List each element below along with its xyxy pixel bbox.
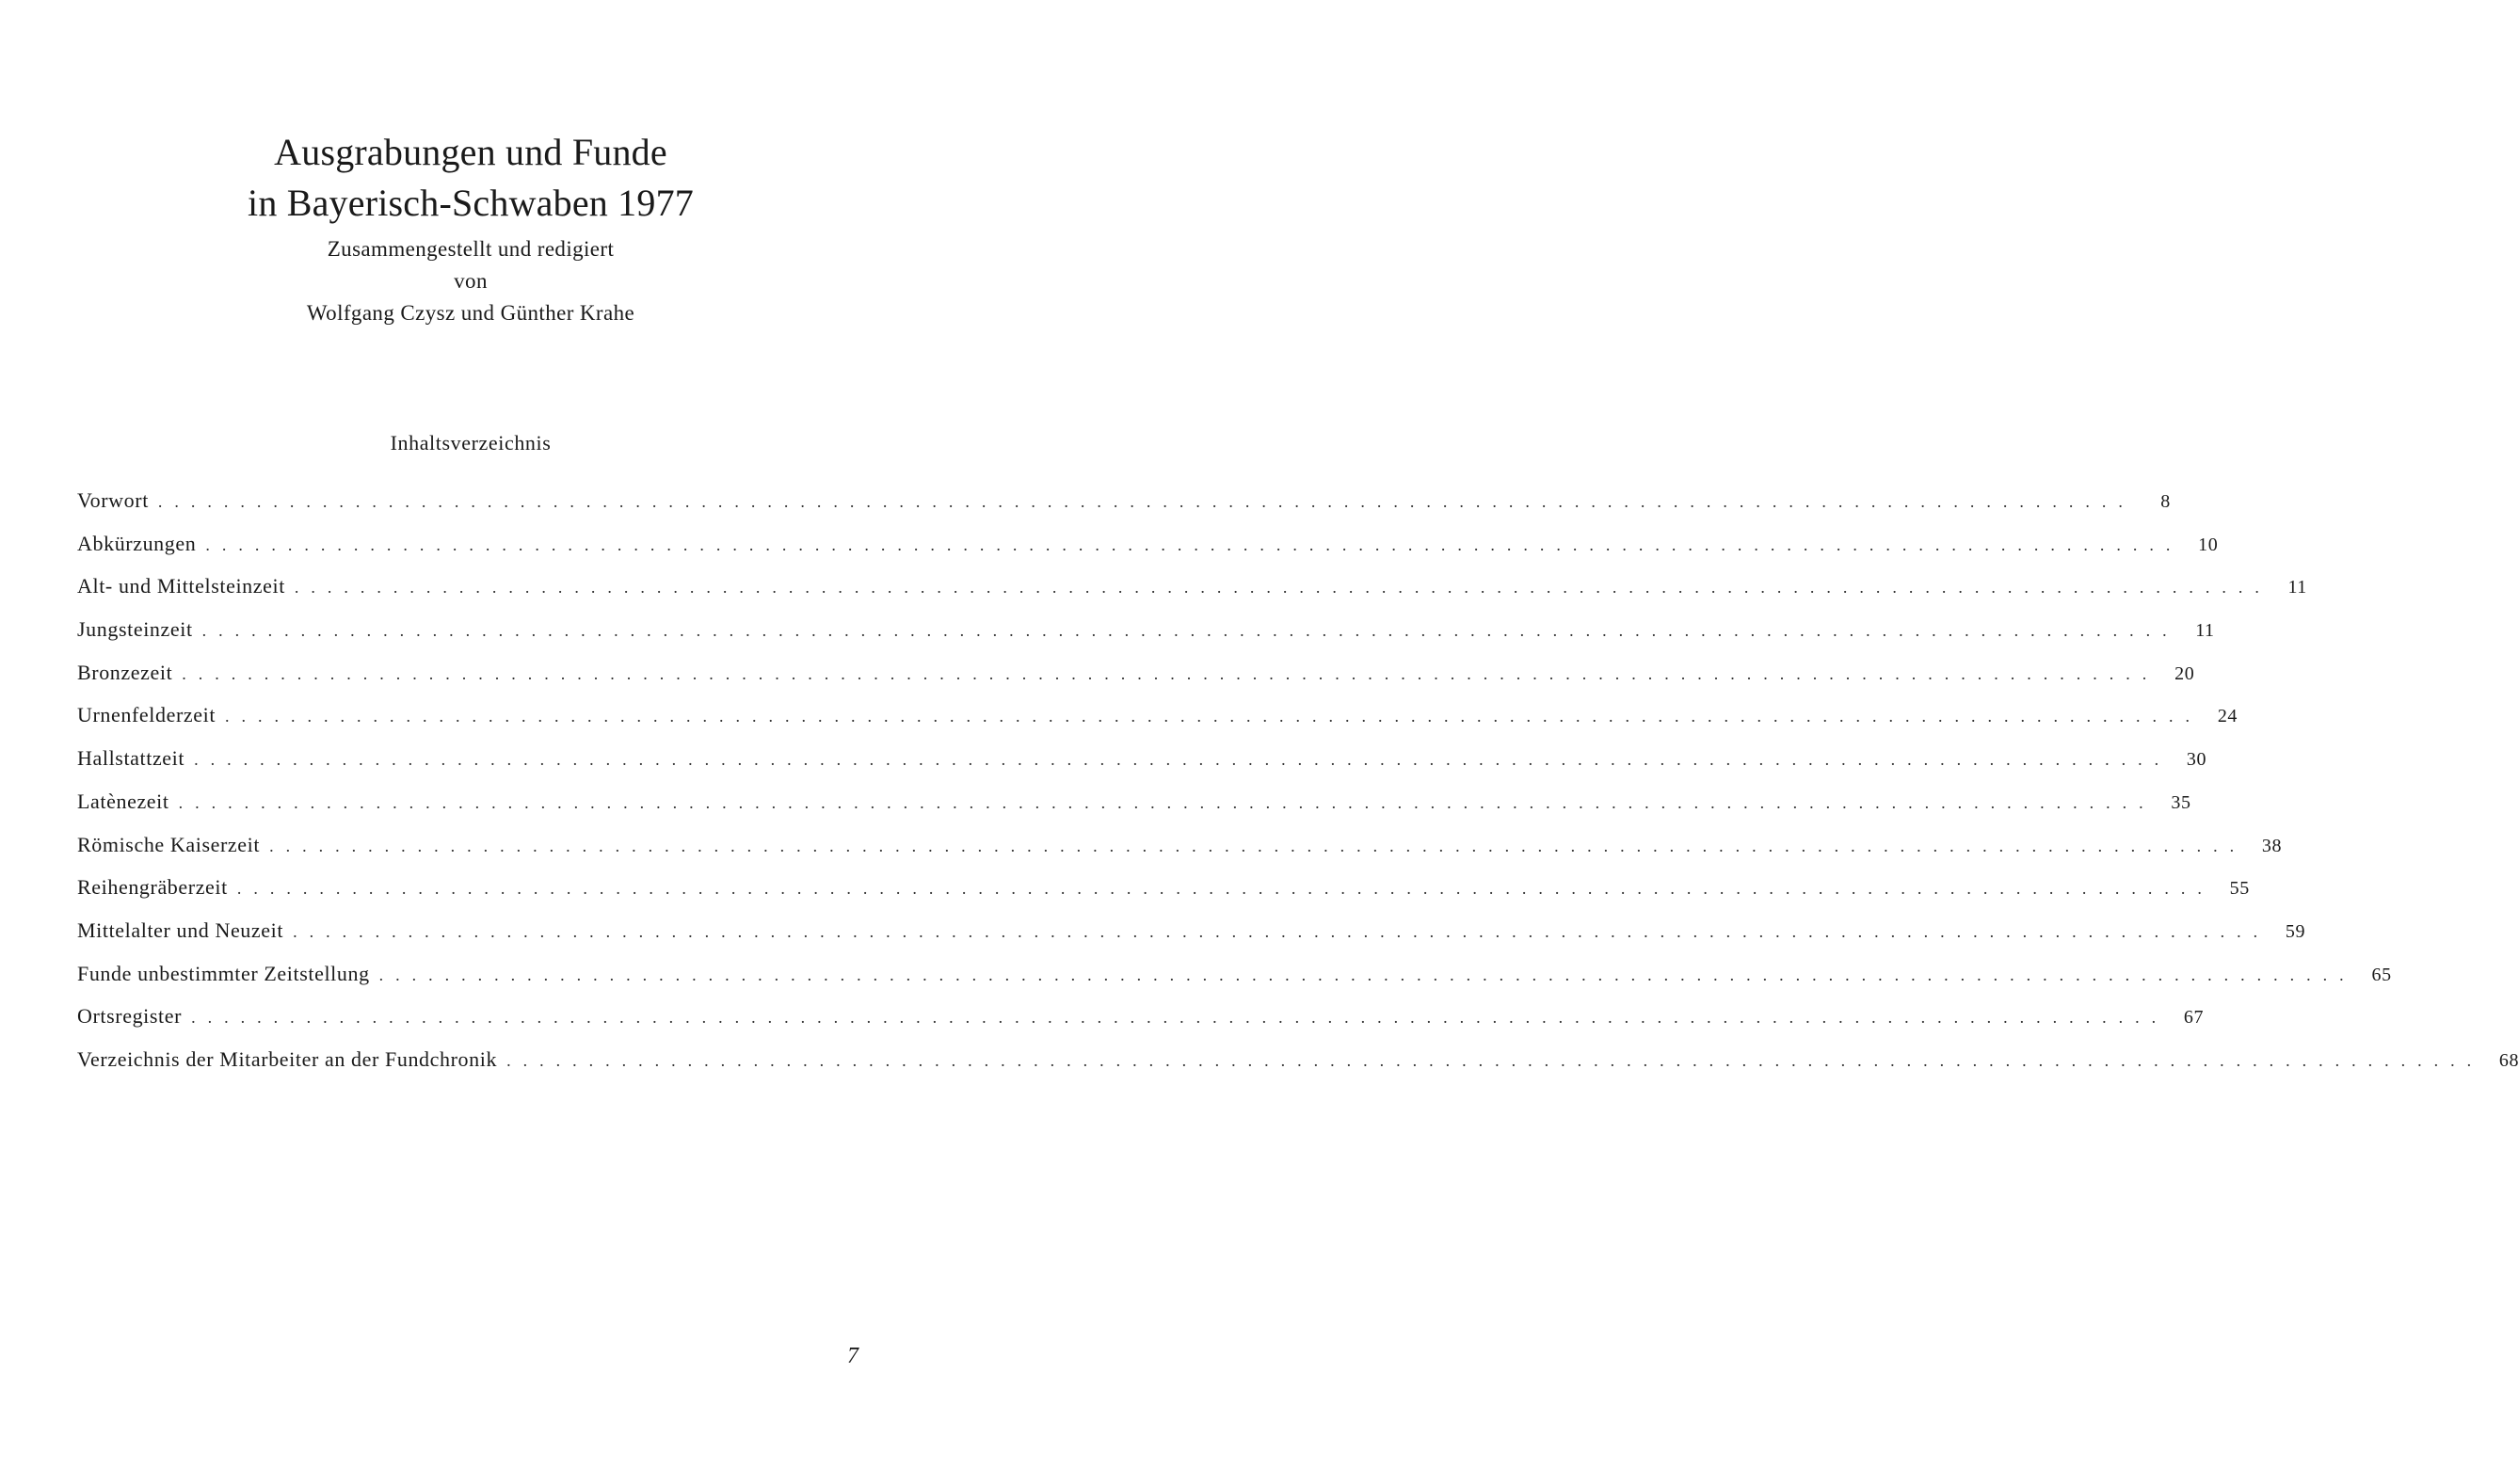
toc-entry-page: 55 <box>2229 878 2250 900</box>
toc-entry-latenezeit <box>77 788 2191 831</box>
toc-dot-leader: ........................................................................................................................ <box>293 921 2270 941</box>
toc-entry-reihengraeberzeit <box>77 873 2250 917</box>
toc-entry-page: 65 <box>2371 964 2392 985</box>
toc-entry-page: 30 <box>2186 749 2207 771</box>
toc-entry-label: Verzeichnis der Mitarbeiter an der Fundchronik <box>77 1046 498 1071</box>
toc-entry-bronzezeit <box>77 659 2195 702</box>
toc-dot-leader: ........................................................................................................................ <box>205 535 2183 554</box>
toc-entry-ortsregister <box>77 1002 2205 1045</box>
toc-dot-leader: ........................................................................................................................ <box>378 965 2356 984</box>
toc-entry-label: Ortsregister <box>77 1004 183 1029</box>
toc-entry-urnenfelderzeit <box>77 701 2238 744</box>
toc-entry-hallstattzeit <box>77 744 2207 788</box>
toc-entry-page: 59 <box>2285 920 2306 942</box>
toc-entry-page: 11 <box>2195 620 2215 642</box>
toc-entry-page: 24 <box>2217 706 2238 727</box>
toc-entry-page: 35 <box>2171 791 2191 813</box>
toc-entry-page: 20 <box>2174 662 2195 684</box>
toc-entry-label: Bronzezeit <box>77 660 173 684</box>
toc-entry-label: Alt- und Mittelsteinzeit <box>77 574 285 598</box>
toc-entry-label: Funde unbestimmter Zeitstellung <box>77 961 370 985</box>
toc-dot-leader: ........................................................................................................................ <box>269 836 2247 855</box>
toc-heading: Inhaltsverzeichnis <box>390 431 552 455</box>
toc-dot-leader: ........................................................................................................................ <box>201 621 2179 641</box>
toc-entry-verzeichnis-der-mitarbeiter <box>77 1045 2519 1089</box>
toc-dot-leader: ........................................................................................................................ <box>182 663 2159 683</box>
credits-line-2: von <box>454 269 488 293</box>
toc-entry-page: 68 <box>2498 1049 2519 1071</box>
toc-entry-roemische-kaiserzeit <box>77 831 2283 874</box>
editor-credits <box>0 233 941 329</box>
toc-entry-mittelalter-und-neuzeit <box>77 917 2306 960</box>
credits-editors: Wolfgang Czysz und Günther Krahe <box>306 301 635 325</box>
toc-entry-abkuerzungen <box>77 530 2219 573</box>
title-line-2: in Bayerisch-Schwaben 1977 <box>248 181 694 224</box>
toc-entry-label: Abkürzungen <box>77 531 197 555</box>
toc-entry-label: Jungsteinzeit <box>77 617 193 642</box>
credits-line-1: Zusammengestellt und redigiert <box>327 237 615 261</box>
toc-entry-label: Urnenfelderzeit <box>77 703 217 727</box>
toc-entry-label: Mittelalter und Neuzeit <box>77 918 284 942</box>
toc-dot-leader: ........................................................................................................................ <box>157 492 2135 511</box>
toc-entry-label: Römische Kaiserzeit <box>77 832 261 856</box>
toc-entry-label: Reihengräberzeit <box>77 875 228 900</box>
toc-entry-page: 8 <box>2160 491 2171 512</box>
toc-entry-label: Latènezeit <box>77 789 169 813</box>
toc-entry-page: 11 <box>2287 577 2307 598</box>
toc-entry-jungsteinzeit <box>77 615 2215 659</box>
toc-dot-leader: ........................................................................................................................ <box>178 792 2156 812</box>
title-line-1: Ausgrabungen und Funde <box>274 130 667 173</box>
toc-entry-page: 38 <box>2261 835 2283 856</box>
toc-entry-page: 10 <box>2198 534 2219 555</box>
toc-entry-funde-unbestimmter-zeitstellung <box>77 960 2392 1003</box>
toc-dot-leader: ........................................................................................................................ <box>506 1050 2484 1070</box>
toc-entry-label: Vorwort <box>77 488 149 512</box>
toc-entry-page: 67 <box>2183 1007 2205 1029</box>
toc-dot-leader: ........................................................................................................................ <box>225 707 2203 726</box>
toc-dot-leader: ........................................................................................................................ <box>194 750 2172 770</box>
toc-dot-leader: ........................................................................................................................ <box>294 578 2271 598</box>
toc-dot-leader: ........................................................................................................................ <box>191 1008 2169 1028</box>
page-title <box>0 127 941 229</box>
toc-entry-vorwort <box>77 487 2171 530</box>
toc-entry-alt-und-mittelsteinzeit <box>77 572 2307 615</box>
toc-entry-label: Hallstattzeit <box>77 746 185 771</box>
page-number: 7 <box>847 1344 858 1368</box>
table-of-contents <box>77 487 2519 1089</box>
toc-dot-leader: ........................................................................................................................ <box>236 879 2214 899</box>
